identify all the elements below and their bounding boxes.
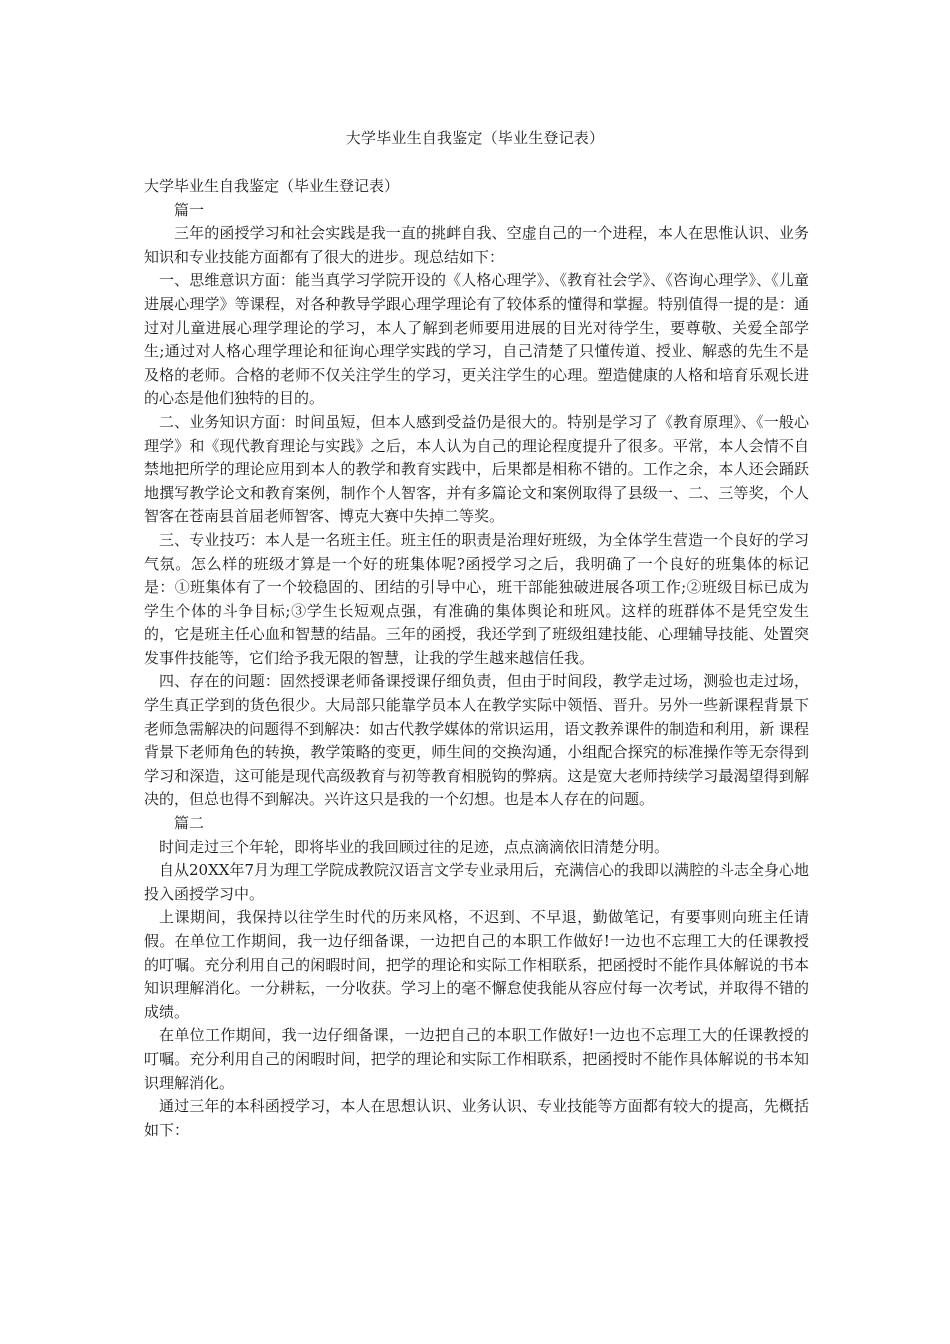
paragraph-time: 时间走过三个年轮，即将毕业的我回顾过往的足迹，点点滴滴依旧清楚分明。 — [159, 837, 670, 856]
paragraph-thinking: 一、思维意识方面：能当真学习学院开设的《人格心理学》、《教育社会学》、《咨询心理学》、《儿童进展心理学》等课程，对各种教导学跟心理学理论有了较体系的懂得和掌握。特别值得一提的是：通过对儿童进展心理学理论的学习，本人了解到老师要用进展的目光对待学生，要尊敬、关爱全部学生;通过对人格心理学理论和征询心理学实践的学习，自己清楚了只懂传道、授业、解惑的先生不是及格的老师。合格的老师不仅关注学生的学习，更关注学生的心理。塑造健康的人格和培育乐观长进的心态是他们独特的目的。 — [144, 271, 809, 408]
paragraph-professional-skills: 三、专业技巧：本人是一名班主任。班主任的职责是治理好班级，为全体学生营造一个良好的学习气氛。怎么样的班级才算是一个好的班集体呢?函授学习之后，我明确了一个良好的班集体的标记是：①班集体有了一个较稳固的、团结的引导中心，班干部能独破进展各项工作;②班级目标已成为学生个体的斗争目标;③学生长短观点强，有准确的集体舆论和班风。这样的班群体不是凭空发生的，它是班主任心血和智慧的结晶。三年的函授，我还学到了班级组建技能、心理辅导技能、处置突发事件技能等，它们给予我无限的智慧，让我的学生越来越信任我。 — [144, 530, 809, 667]
paragraph-work-period: 在单位工作期间，我一边仔细备课，一边把自己的本职工作做好!一边也不忘理工大的任课教授的叮嘱。充分利用自己的闲暇时间，把学的理论和实际工作相联系，把函授时不能作具体解说的书本知识理解消化。 — [144, 1026, 809, 1092]
section-label-part-two: 篇二 — [174, 814, 205, 833]
paragraph-intro: 三年的函授学习和社会实践是我一直的挑衅自我、空虚自己的一个进程，本人在思惟认识、业务知识和专业技能方面都有了很大的进步。现总结如下： — [144, 224, 809, 266]
document-heading: 大学毕业生自我鉴定（毕业生登记表） — [144, 177, 400, 195]
document-title: 大学毕业生自我鉴定（毕业生登记表） — [345, 129, 605, 147]
paragraph-class-period: 上课期间，我保持以往学生时代的历来风格，不迟到、不早退，勤做笔记，有要事则向班主任请假。在单位工作期间，我一边仔细备课，一边把自己的本职工作做好!一边也不忘理工大的任课教授的叮嘱。充分利用自己的闲暇时间，把学的理论和实际工作相联系，把函授时不能作具体解说的书本知识理解消化。一分耕耘，一分收获。学习上的毫不懈怠使我能从容应付每一次考试，并取得不错的成绩。 — [144, 908, 809, 1021]
document-body — [144, 175, 809, 1142]
paragraph-summary: 通过三年的本科函授学习，本人在思想认识、业务认识、专业技能等方面都有较大的提高，先概括如下： — [144, 1097, 809, 1139]
section-label-part-one: 篇一 — [174, 200, 205, 219]
paragraph-admission: 自从20XX年7月为理工学院成教院汉语言文学专业录用后，充满信心的我即以满腔的斗志全身心地投入函授学习中。 — [144, 861, 809, 903]
paragraph-business-knowledge: 二、业务知识方面：时间虽短，但本人感到受益仍是很大的。特别是学习了《教育原理》、《一般心理学》和《现代教育理论与实践》之后，本人认为自己的理论程度提升了很多。平常，本人会情不自禁地把所学的理论应用到本人的教学和教育实践中，后果都是相称不错的。工作之余，本人还会踊跃地撰写教学论文和教育案例，制作个人智客，并有多篇论文和案例取得了县级一、二、三等奖，个人智客在苍南县首届老师智客、博克大赛中失掉二等奖。 — [144, 412, 809, 526]
paragraph-problems: 四、存在的问题：固然授课老师备课授课仔细负责，但由于时间段，教学走过场，测验也走过场，学生真正学到的货色很少。大局部只能靠学员本人在教学实际中领悟、晋升。另外一些新课程背景下老师急需解决的问题得不到解决：如古代教学媒体的常识运用，语文教养课件的制造和利用，新 课程背景下老师角色的转换，教学策略的变更，师生间的交换沟通，小组配合探究的标准操作等无奈得到学习和深造，这可能是现代高级教育与初等教育相脱钩的弊病。这是宽大老师持续学习最渴望得到解决的，但总也得不到解决。兴许这只是我的一个幻想。也是本人存在的问题。 — [144, 672, 809, 809]
